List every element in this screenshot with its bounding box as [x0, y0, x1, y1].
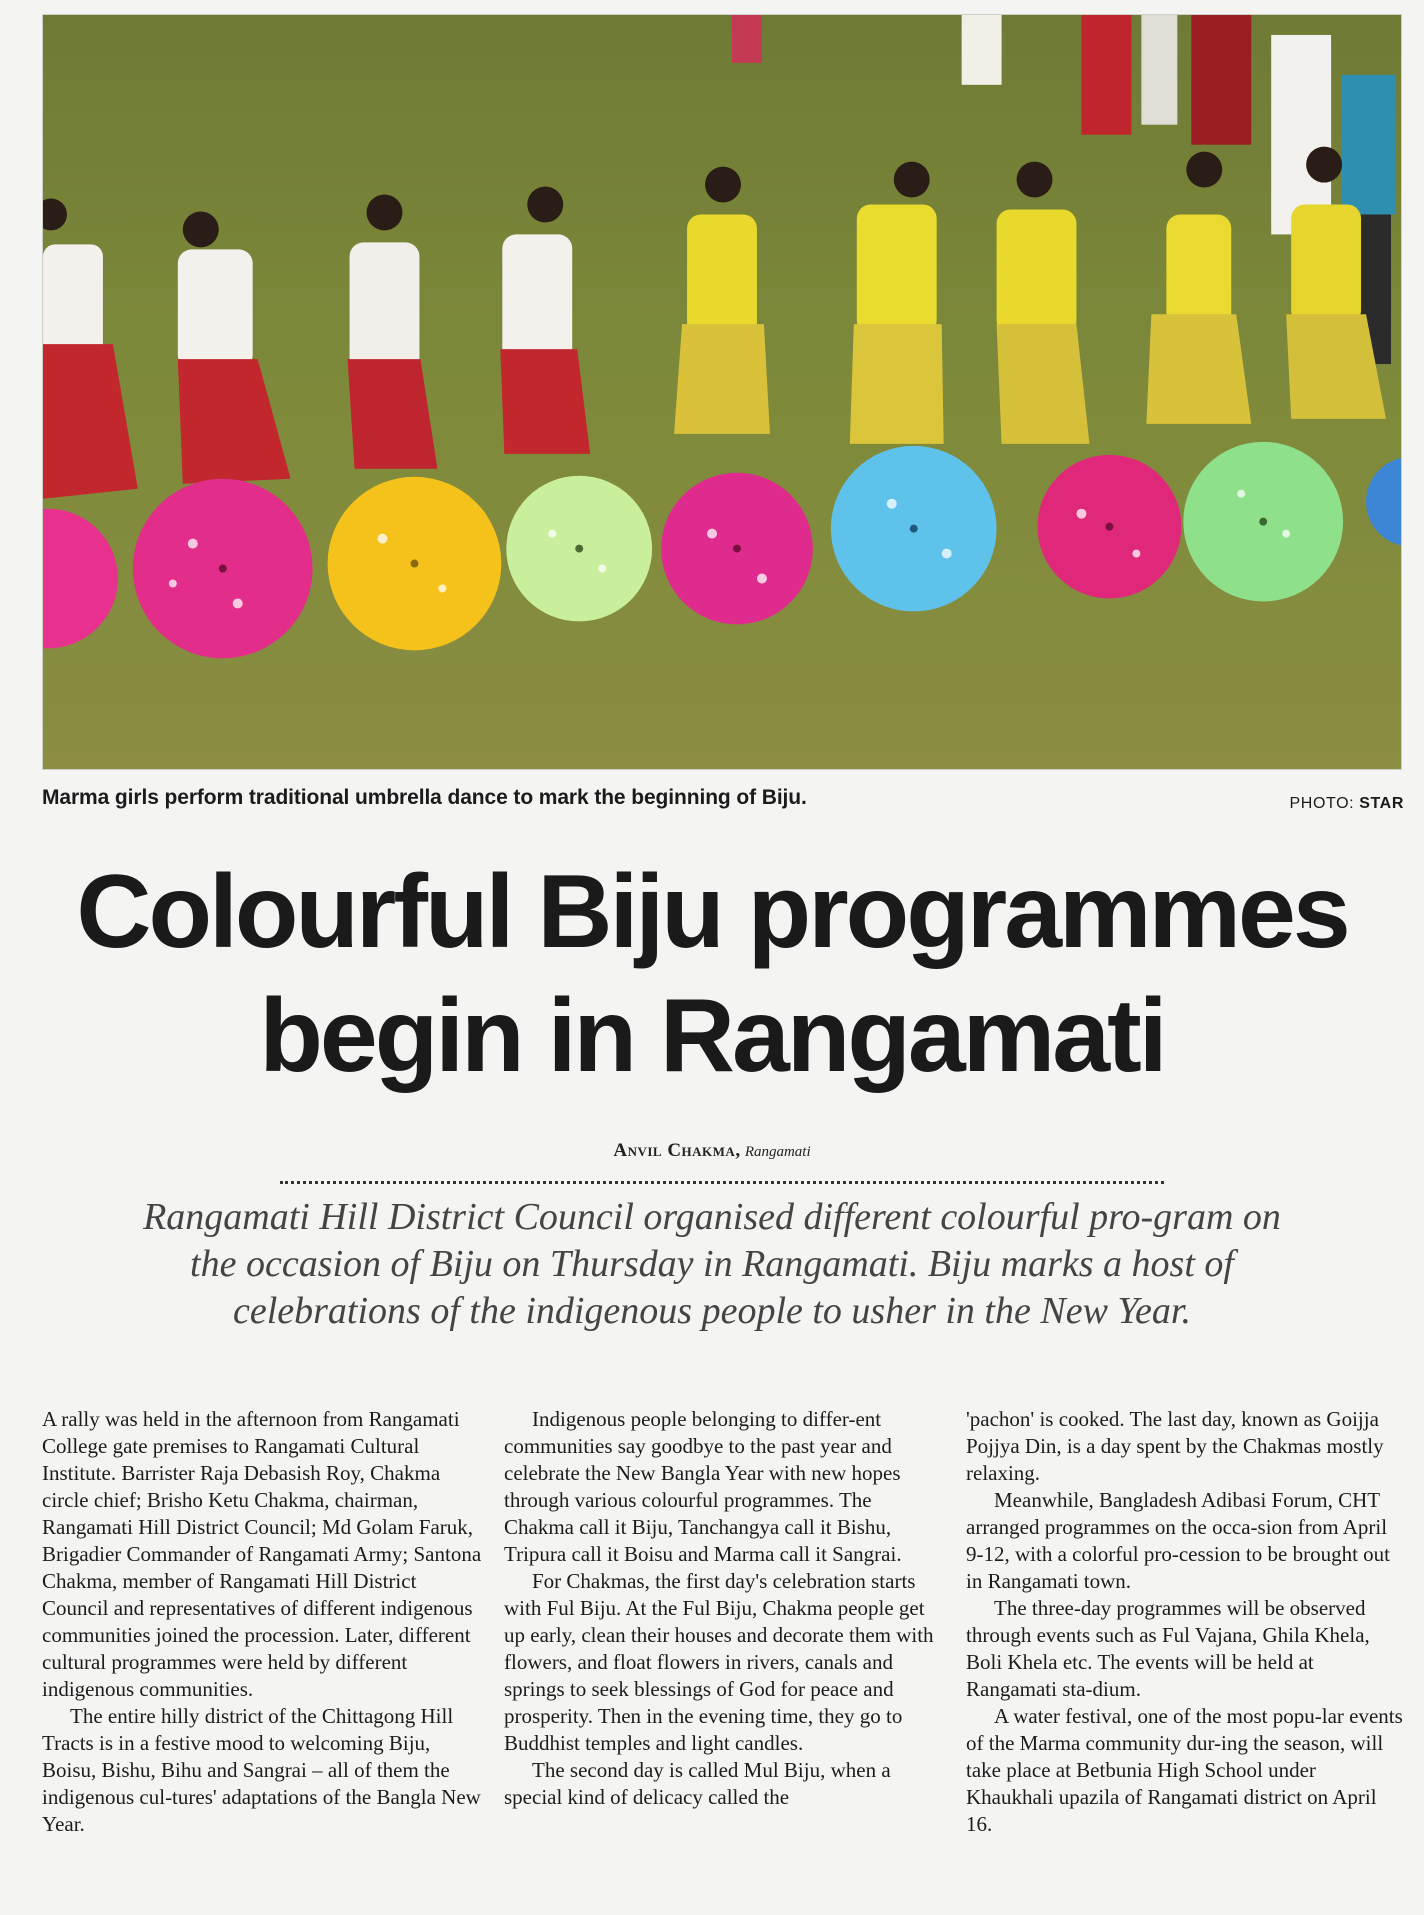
paragraph: A rally was held in the afternoon from Rangamati College gate premises to Rangamati Cultural Institute. Barrister Raja Debasish Roy, Chakma circle chief; Brisho Ketu Chakma, chairman, Rangamati Hill District Council; Md Golam Faruk, Brigadier Commander of Rangamati Army; Santona Chakma, member of Rangamati Hill District Council and representatives of different indigenous communities joined the procession. Later, different cultural programmes were held by different indigenous communities.: [42, 1407, 482, 1701]
umbrella-dance-photo: [43, 15, 1401, 769]
dotted-divider: [280, 1181, 1164, 1184]
body-column-2: [504, 1406, 942, 1811]
paragraph: The entire hilly district of the Chittagong Hill Tracts is in a festive mood to welcoming Biju, Boisu, Bishu, Bihu and Sangrai – all of them the indigenous cul-tures' adaptations of the Bangla New Year.: [42, 1704, 481, 1836]
photo-caption: Marma girls perform traditional umbrella dance to mark the beginning of Biju.: [42, 786, 807, 809]
photo-credit-source: STAR: [1359, 795, 1404, 812]
headline-line-2: begin in Rangamati: [259, 978, 1165, 1094]
byline: [0, 1140, 1424, 1162]
photo-credit-label: PHOTO:: [1289, 795, 1355, 812]
paragraph: Meanwhile, Bangladesh Adibasi Forum, CHT arranged programmes on the occa-sion from April 9-12, with a colorful pro-cession to be brought out in Rangamati town.: [966, 1488, 1390, 1593]
paragraph: For Chakmas, the first day's celebration starts with Ful Biju. At the Ful Biju, Chakma people get up early, clean their houses and decorate them with flowers, and float flowers in rivers, canals and springs to seek blessings of God for peace and prosperity. Then in the evening time, they go to Buddhist temples and light candles.: [504, 1569, 934, 1755]
body-column-1: [42, 1406, 482, 1838]
article-photo: [42, 14, 1402, 770]
byline-author: Anvil Chakma,: [613, 1140, 741, 1161]
standfirst: Rangamati Hill District Council organised different colourful pro-gram on the occasion of Biju on Thursday in Rangamati. Biju marks a host of celebrations of the indigenous people to usher in the New Year.: [143, 1196, 1281, 1332]
paragraph: 'pachon' is cooked. The last day, known as Goijja Pojjya Din, is a day spent by the Chakmas mostly relaxing.: [966, 1407, 1384, 1485]
paragraph: The three-day programmes will be observed through events such as Ful Vajana, Ghila Khela, Boli Khela etc. The events will be held at Rangamati sta-dium.: [966, 1596, 1370, 1701]
headline: [0, 850, 1424, 1098]
paragraph: The second day is called Mul Biju, when a special kind of delicacy called the: [504, 1758, 891, 1809]
byline-location: Rangamati: [744, 1144, 811, 1160]
paragraph: Indigenous people belonging to differ-ent communities say goodbye to the past year and celebrate the New Bangla Year with new hopes through various colourful programmes. The Chakma call it Biju, Tanchangya call it Bishu, Tripura call it Boisu and Marma call it Sangrai.: [504, 1407, 902, 1566]
photo-credit: [1290, 795, 1404, 813]
headline-line-1: Colourful Biju programmes: [76, 854, 1348, 970]
paragraph: A water festival, one of the most popu-lar events of the Marma community dur-ing the season, will take place at Betbunia High School under Khaukhali upazila of Rangamati district on April 16.: [966, 1704, 1403, 1836]
body-column-3: [966, 1406, 1406, 1838]
